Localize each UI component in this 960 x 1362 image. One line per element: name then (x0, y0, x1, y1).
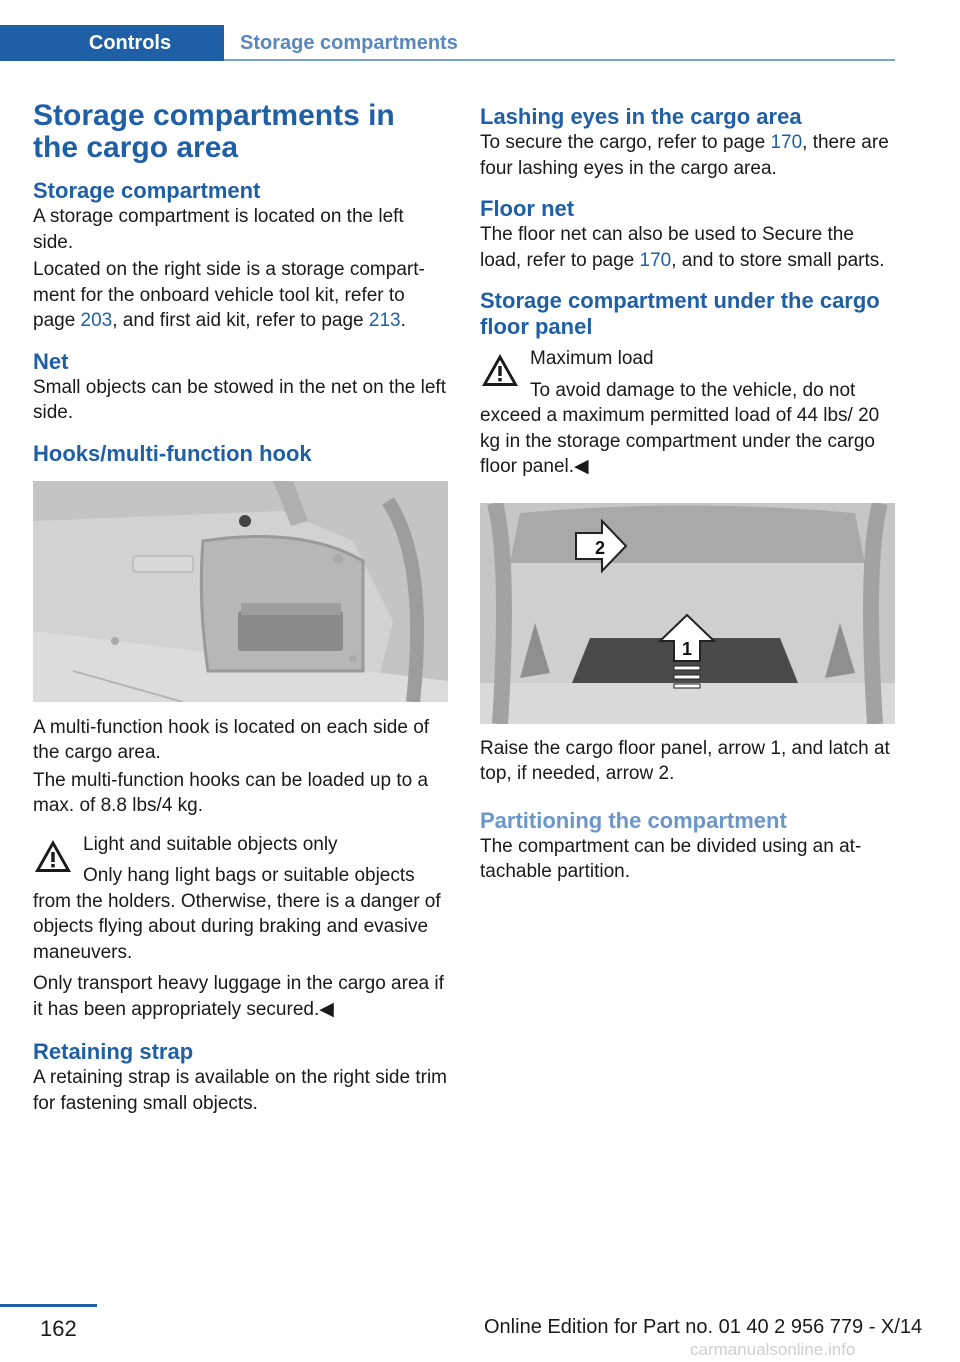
section-title: Storage compartments (240, 32, 458, 54)
page-number: 162 (40, 1316, 77, 1341)
lashing-text-b: , there are four lashing eyes in the cargo area. (480, 132, 889, 179)
storage-paragraph-1: A storage compartment is located on the left side. (33, 206, 404, 253)
arrow-1-label: 1 (681, 638, 693, 659)
warning-text-2: Only transport heavy luggage in the cargo area if it has been appropriately secured.◀ (33, 973, 444, 1020)
floor-net-text-b: , and to store small parts. (671, 249, 885, 271)
page-header (0, 25, 895, 61)
warning-triangle-icon (33, 838, 73, 874)
heading-lashing-eyes: Lashing eyes in the cargo area (480, 104, 802, 129)
warning-text-1: Only hang light bags or suitable objects from the holders. Otherwise, there is a danger of objects flying about during braking and evasive maneuvers. (33, 865, 441, 963)
warning-title: Light and suitable objects only (83, 833, 338, 855)
net-paragraph: Small objects can be stowed in the net on the left side. (33, 376, 446, 423)
storage-text-a: Located on the right side is a storage compartment for the onboard vehicle tool kit, refer to page (33, 259, 425, 331)
storage-text-c: . (400, 310, 406, 331)
heading-hooks: Hooks/multi-function hook (33, 440, 312, 466)
cargo-floor-photo (480, 503, 895, 724)
lashing-paragraph (480, 130, 895, 181)
arrow-2-label: 2 (594, 537, 606, 558)
lashing-text-a: To secure the cargo, refer to page (480, 132, 771, 153)
cargo-hook-photo (33, 481, 448, 702)
footer-divider (0, 1304, 97, 1307)
heading-net: Net (33, 348, 69, 374)
hooks-paragraph-2: The multi-function hooks can be loaded up to a max. of 8.8 lbs/4 kg. (33, 769, 429, 816)
heading-floor-net: Floor net (480, 196, 575, 221)
warning-box-hooks (33, 832, 448, 1023)
warning-text: To avoid damage to the vehicle, do not exceed a maximum permitted load of 44 lbs/ 20 kg in the storage compartment under the cargo floor panel.◀ (480, 379, 880, 477)
strap-paragraph: A retaining strap is available on the right side trim for fastening small objects. (33, 1067, 447, 1114)
warning-title: Maximum load (530, 348, 654, 369)
page-link-170-b[interactable]: 170 (639, 249, 672, 271)
figure-caption: Raise the cargo floor panel, arrow 1, and latch at top, if needed, arrow 2. (480, 737, 890, 784)
warning-triangle-icon (480, 352, 520, 388)
partition-paragraph: The compartment can be divided using an attachable partition. (480, 835, 862, 882)
cargo-floor-illustration (480, 503, 895, 724)
warning-box-max-load (480, 346, 895, 480)
floor-net-paragraph (480, 222, 895, 273)
watermark: carmanualsonline.info (690, 1340, 856, 1359)
chapter-tab-label: Controls (88, 31, 172, 54)
heading-storage-compartment: Storage compartment (33, 178, 261, 203)
heading-partitioning: Partitioning the compartment (480, 807, 787, 833)
storage-text-b: , and first aid kit, refer to page (112, 310, 369, 331)
left-column (33, 100, 448, 1116)
page-title: Storage compartments in the cargo area (33, 99, 395, 164)
heading-under-floor: Storage compartment under the cargo floor panel (480, 288, 880, 339)
edition-info: Online Edition for Part no. 01 40 2 956 779 - X/14 (484, 1316, 923, 1338)
storage-paragraph-2 (33, 257, 448, 334)
chapter-tab[interactable] (0, 25, 224, 61)
right-column (480, 104, 895, 885)
page-link-203[interactable]: 203 (80, 310, 113, 331)
floor-net-text-a: The floor net can also be used to Secure the load, refer to page (480, 224, 854, 271)
page-link-170[interactable]: 170 (770, 132, 803, 153)
header-divider (224, 59, 895, 61)
hooks-paragraph-1: A multi-function hook is located on each side of the cargo area. (33, 716, 430, 763)
page-link-213[interactable]: 213 (368, 310, 401, 331)
heading-retaining-strap: Retaining strap (33, 1039, 194, 1064)
cargo-hook-illustration (33, 481, 448, 702)
